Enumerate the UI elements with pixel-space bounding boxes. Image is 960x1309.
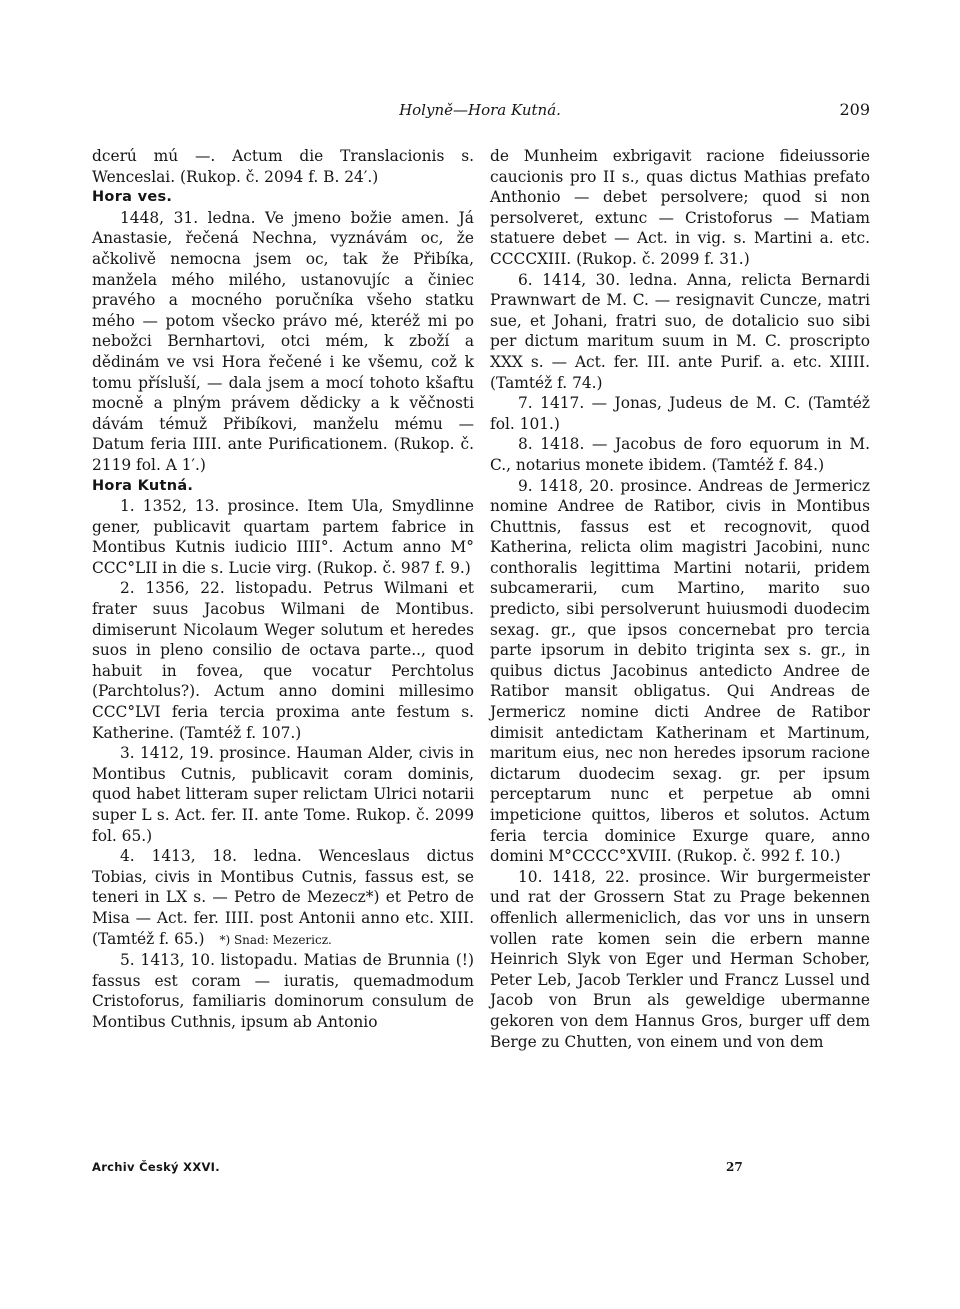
section-heading-hora-ves: Hora ves. — [92, 189, 173, 206]
page-number: 209 — [839, 100, 870, 119]
page-footer — [92, 1160, 870, 1180]
entry-5: 5. 1413, 10. listopadu. Matias de Brunnia (!) fassus est coram — iuratis, quemadmodum Cristoforus, familiaris dominorum consulum de Montibus Cuthnis, ipsum ab Antonio — [92, 951, 474, 1031]
sheet-number: 27 — [726, 1160, 743, 1174]
entry-8: 8. 1418. — Jacobus de foro equorum in M. C., notarius monete ibidem. (Tamtéž f. 84.) — [490, 435, 870, 474]
paragraph: de Munheim exbrigavit racione fideiussorie caucionis pro II s., quas dictus Mathias prefato Anthonio — debet persolvere; quod si non persolveret, extunc — Cristoforus — Matiam statuere debet — Act. in vig. s. Martini a. etc. CCCCXIII. (Rukop. č. 2099 f. 31.) — [490, 147, 870, 268]
right-column — [490, 146, 870, 1052]
entry-1: 1. 1352, 13. prosince. Item Ula, Smydlinne gener, publicavit quartam partem fabrice in Montibus Kutnis iudicio IIII°. Actum anno M° CCC°LII in die s. Lucie virg. (Rukop. č. 987 f. 9.) — [92, 497, 474, 577]
entry-4 — [92, 846, 474, 950]
entry-9: 9. 1418, 20. prosince. Andreas de Jermericz nomine Andree de Ratibor, civis in Montibus Chuttnis, fassus est et recognovit, quod Katherina, relicta olim magistri Jacobini, nunc conthoralis legittima Martini notarii, pridem subcamerarii, cum Martino, marito suo predicto, sibi persolverunt huiusmodi duodecim sexag. gr., que ipsos concernebat pro tercia parte ipsorum in debito triginta sex s. gr., in quibus dictus Jacobinus antedicto Andree de Ratibor mansit obligatus. Qui Andreas de Jermericz nomine dicti Andree de Ratibor dimisit antedictam Katherinam et Martinum, maritum eius, nec non heredes ipsorum racione dictarum duodecim sexag. gr. per ipsum perceptarum nunc et perpetue ab omni impeticione quittos, liberos et solutos. Actum feria tercia dominice Exurge quare, anno domini M°CCCC°XVIII. (Rukop. č. 992 f. 10.) — [490, 476, 870, 866]
left-column — [92, 146, 474, 1033]
entry-3: 3. 1412, 19. prosince. Hauman Alder, civis in Montibus Cutnis, publicavit coram dominis, quod habet litteram super relictam Ulrici notarii super L s. Act. fer. II. ante Tome. Rukop. č. 2099 fol. 65.) — [92, 744, 474, 845]
entry-2: 2. 1356, 22. listopadu. Petrus Wilmani et frater suus Jacobus Wilmani de Montibus. dimiserunt Nicolaum Weger solutum et heredes suos in pleno consilio de octava parte.., quod habuit in fovea, que vocatur Perchtolus (Parchtolus?). Actum anno domini millesimo CCC°LVI feria tercia proxima ante festum s. Katherine. (Tamtéž f. 107.) — [92, 579, 474, 742]
paragraph: dcerú mú —. Actum die Translacionis s. Wenceslai. (Rukop. č. 2094 f. B. 24′.) — [92, 147, 474, 186]
page-header — [90, 98, 870, 124]
entry-4-text: 4. 1413, 18. ledna. Wenceslaus dictus Tobias, civis in Montibus Cutnis, fassus est, se teneri in LX s. — Petro de Mezecz*) et Petro de Misa — Act. fer. IIII. post Antonii anno etc. XIII. (Tamtéž f. 65.) — [92, 847, 474, 948]
entry-10: 10. 1418, 22. prosince. Wir burgermeister und rat der Grossern Stat zu Prage bekennen offenlich allermeniclich, das vor uns in unsern vollen rate komen sein die erbern manne Heinrich Slyk von Eger und Herman Schober, Peter Leb, Jacob Terkler und Francz Lussel und Jacob von Brun als geweldige ubermanne gekoren von dem Hannus Gros, burger uff dem Berge zu Chutten, von einem und von dem — [490, 867, 870, 1051]
entry-6: 6. 1414, 30. ledna. Anna, relicta Bernardi Prawnwart de M. C. — resignavit Cuncze, matri sue, et Johani, fratri suo, de dotalicio suo sibi per dictum maritum suum in M. C. proscripto XXX s. — Act. fer. III. ante Purif. a. etc. XIIII. (Tamtéž f. 74.) — [490, 270, 870, 392]
footnote: *) Snad: Mezericz. — [219, 932, 332, 947]
running-title: Holyně—Hora Kutná. — [399, 101, 561, 119]
printer-signature: Archiv Český XXVI. — [92, 1160, 220, 1174]
section-heading-hora-kutna: Hora Kutná. — [92, 477, 194, 494]
paragraph: 1448, 31. ledna. Ve jmeno božie amen. Já Anastasie, řečená Nechna, vyznávám oc, že ačkolivě nemocna jsem oc, tak že Přibíka, manžela mého milého, ustanovujíc a činiec pravého a mocného poručníka všeho statku mého — potom všecko právo mé, kteréž mi po nebožci Bernhartovi, otci mém, k zboží a dědinám ve vsi Hora řečené i ke všemu, což k tomu přísluší, — dala jsem a mocí tohoto kšaftu mocně a plným právem dědicky a k věčnosti dávám témuž Přibíkovi, manželu mému — Datum feria IIII. ante Purificationem. (Rukop. č. 2119 fol. A 1′.) — [92, 208, 474, 474]
entry-7: 7. 1417. — Jonas, Judeus de M. C. (Tamtéž fol. 101.) — [490, 394, 870, 433]
